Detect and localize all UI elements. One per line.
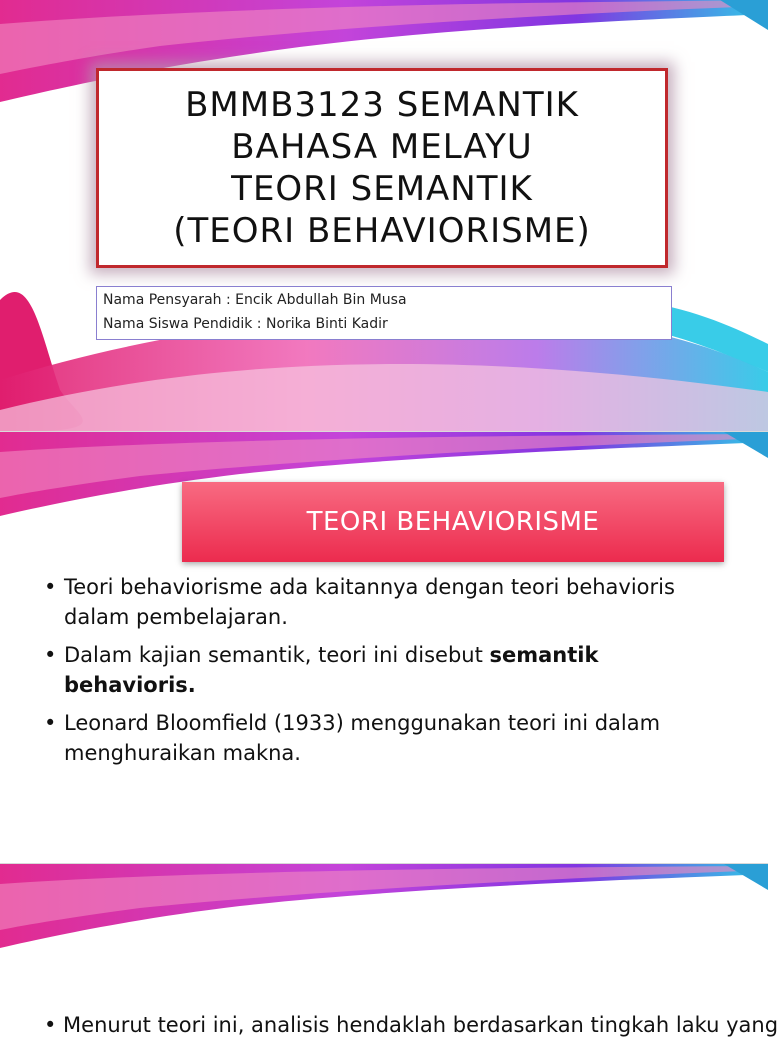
bullet-list [44, 572, 734, 776]
bullet-text: Leonard Bloomfield (1933) menggunakan teori ini dalam menghuraikan makna. [64, 711, 661, 765]
partial-bullet-text: • Menurut teori ini, analisis hendaklah berdasarkan tingkah laku yang [44, 1013, 778, 1037]
content-slide [0, 432, 768, 864]
presenter-info-box [96, 286, 672, 340]
bullet-icon: • [44, 711, 57, 735]
title-line-2: BAHASA MELAYU [231, 127, 533, 167]
title-box [96, 68, 668, 268]
title-line-4: (TEORI BEHAVIORISME) [173, 211, 591, 251]
title-slide [0, 0, 768, 432]
list-item [44, 640, 734, 700]
title-line-1: BMMB3123 SEMANTIK [185, 85, 579, 125]
list-item [44, 708, 734, 768]
lecturer-name: Nama Pensyarah : Encik Abdullah Bin Musa [103, 292, 407, 308]
list-item [44, 572, 734, 632]
bullet-icon: • [44, 575, 57, 599]
content-slide-partial [0, 864, 778, 1037]
bullet-text: Dalam kajian semantik, teori ini disebut [64, 643, 490, 667]
bullet-icon: • [44, 643, 57, 667]
bullet-bold-text: semantik behavioris. [64, 643, 599, 697]
ribbon-decoration [0, 864, 768, 1024]
section-header-bar [182, 482, 724, 562]
title-line-3: TEORI SEMANTIK [231, 169, 533, 209]
section-title: TEORI BEHAVIORISME [306, 507, 600, 537]
student-name: Nama Siswa Pendidik : Norika Binti Kadir [103, 316, 388, 332]
bullet-text: Teori behaviorisme ada kaitannya dengan teori behavioris dalam pembelajaran. [64, 575, 675, 629]
